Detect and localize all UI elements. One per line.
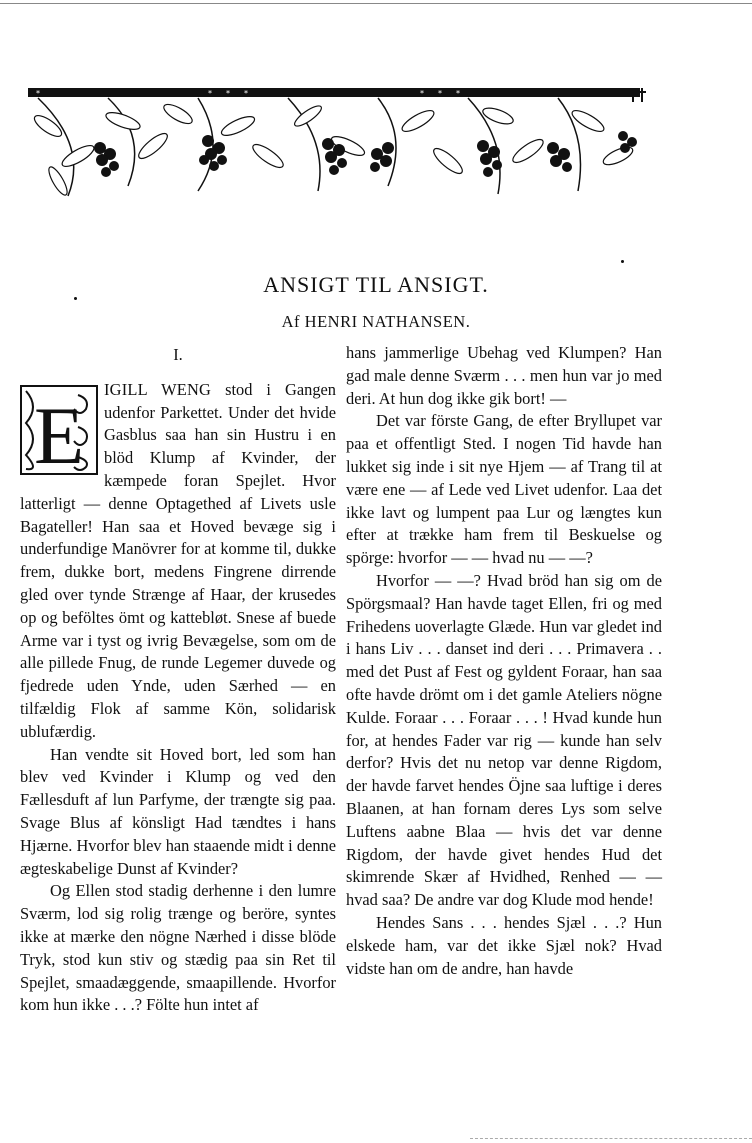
opening-caps: IGILL WENG: [104, 379, 212, 399]
section-number: I.: [173, 345, 183, 364]
ink-speck: [621, 260, 624, 263]
svg-text:*: *: [226, 89, 230, 98]
paragraph-5: Det var förste Gang, de efter Bryllupet var paa et offentligt Sted. I nogen Tid havde han lukket sig inde i sit nye Hjem — af Trang til at være ene — af Lede ved Livet udenfor. Laa det ikke lavt og lumpent paa Lur og længtes kun efter at trække ham frem til Beskuelse og spörge: hvorfor — — hvad nu — —?: [346, 411, 662, 568]
paragraph-4: hans jammerlige Ubehag ved Klumpen? Han gad male denne Sværm . . . men hun var jo med deri. At hun dog ikke gik bort! —: [346, 343, 662, 408]
top-rule: [0, 3, 752, 4]
left-column: [20, 342, 336, 1017]
decorated-initial: [20, 385, 98, 475]
svg-text:*: *: [420, 89, 424, 98]
bottom-rule: [470, 1138, 752, 1140]
svg-text:*: *: [438, 89, 442, 98]
right-column: [346, 342, 662, 980]
svg-text:*: *: [244, 89, 248, 98]
dropcap-letter: E: [34, 389, 85, 475]
article-byline: Af HENRI NATHANSEN.: [281, 312, 471, 331]
svg-text:*: *: [36, 89, 40, 98]
paragraph-7: Hendes Sans . . . hendes Sjæl . . .? Hun elskede ham, var det ikke Sjæl nok? Hvad vidste han om de andre, han havde: [346, 912, 662, 978]
article-title: ANSIGT TIL ANSIGT.: [263, 272, 489, 297]
paragraph-2: Han vendte sit Hoved bort, led som han blev ved Kvinder i Klump og ved den Fællesduft af lun Parfyme, der trængte sig paa. Svage Blus af könsligt Had tændtes i hans Hjærne. Hvorfor blev han staaende midt i denne ægteskabelige Dunst af Kvinder?: [20, 744, 336, 878]
svg-text:*: *: [208, 89, 212, 98]
svg-text:*: *: [456, 89, 460, 98]
leaf-ornament-banner: [28, 86, 646, 198]
paragraph-1-text: stod i Gangen udenfor Parkettet. Under det hvide Gasblus saa han sin Hustru i en blöd Klump af Kvinder, der kæmpede foran Spejlet. Hvor latterligt — denne Optagethed af Livets usle Bagateller! Han saa et Hoved bevæge sig i underfundige Manövrer for at komme til, dukke frem, dukke bort, medens Fingrene dirrende gled over tynde Strænge af Haar, der krusedes op og beföltes ömt og kattebløt. Snese af buede Arme var i tyst og ivrig Bevægelse, som om de alle pillede Fnug, de runde Legemer duvede og fjedrede uden Ynde, uden Særhed — en tilfældig Flok af samme Kön, solidarisk ublufærdig.: [20, 379, 336, 741]
paragraph-3: Og Ellen stod stadig derhenne i den lumre Sværm, lod sig rolig trænge og beröre, syntes ikke at mærke den nögne Nærhed i disse blöde Tryk, stod kun stiv og stædig paa sin Ret til Spejlet, smaadæggende, smaapillende. Hvorfor kom hun ikke . . .? Fölte hun intet af: [20, 881, 336, 1015]
paragraph-6: Hvorfor — —? Hvad bröd han sig om de Spörgsmaal? Han havde taget Ellen, fri og med Frihedens uoverlagte Glæde. Hun var gledet ind i hans Liv . . . danset ind deri . . . Primavera . . med det Pust af Fest og gyldent Foraar, han saa ofte havde drömt om i det gamle Ateliers nögne Kulde. Foraar . . . Foraar . . . ! Hvad kunde hun for, at hendes Fader var rig — kunde han selv derfor? Hvis det nu netop var denne Rigdom, der havde farvet hendes Öjne saa luftige i deres Blaanen, at han fornam deres Lys som selve Luftens aabne Blaa — hvis det var denne Rigdom, der havde givet hendes Hud det skimrende Skær af Hvidhed, Renhed — — hvad saa? De andre var dog Klude mod hende!: [346, 570, 662, 910]
